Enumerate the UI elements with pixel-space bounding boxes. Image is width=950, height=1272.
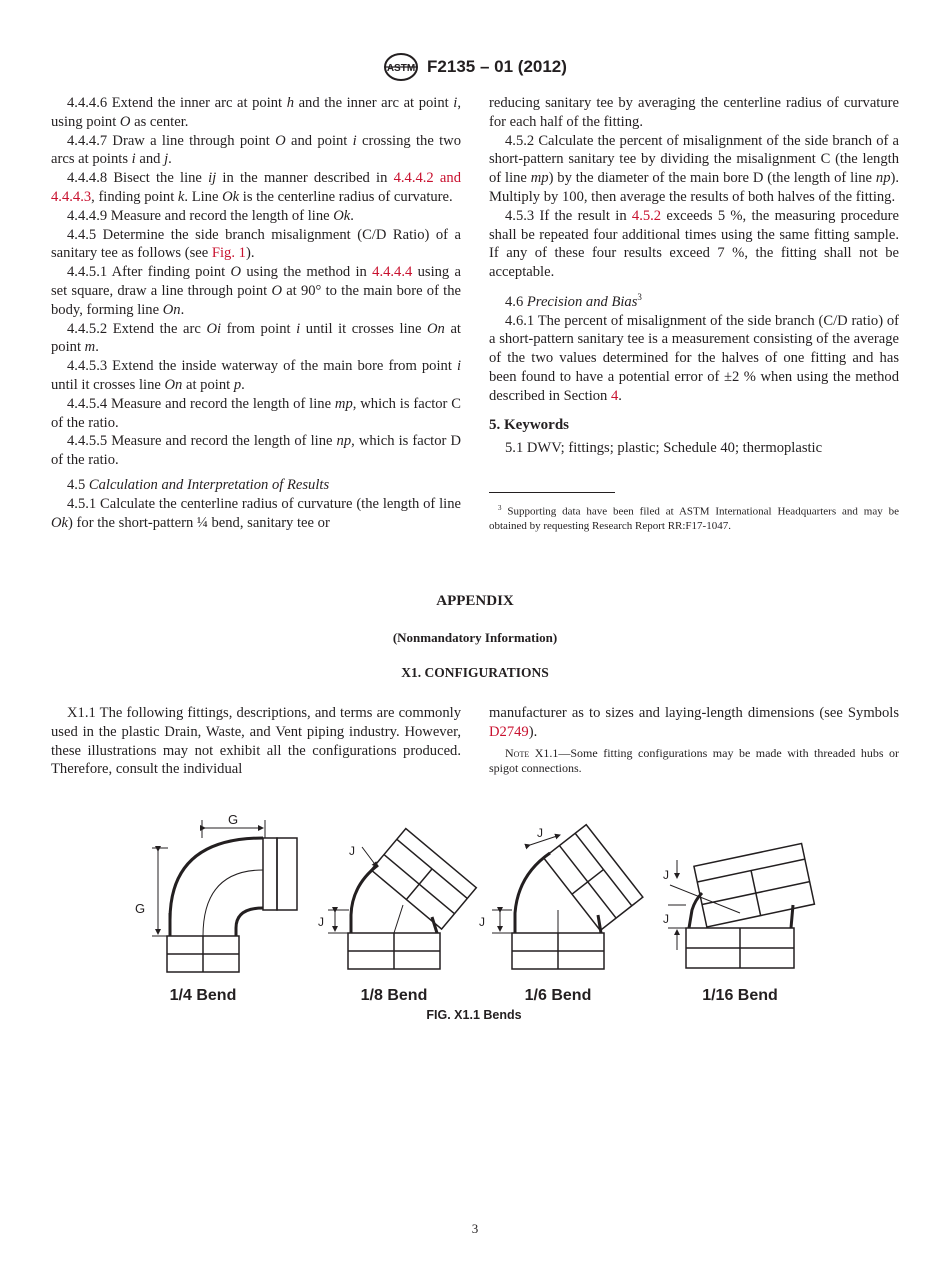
- para-4-4-4-6: 4.4.4.6 Extend the inner arc at point h and the inner arc at point i, using point O as center.: [51, 95, 461, 130]
- left-column: [51, 94, 461, 532]
- keywords-text: 5.1 DWV; fittings; plastic; Schedule 40; thermoplastic: [505, 440, 823, 457]
- figure-link[interactable]: Fig. 1: [211, 245, 246, 262]
- sixteenth-bend-drawing: [668, 843, 814, 968]
- appendix-title: APPENDIX: [436, 593, 514, 609]
- sixth-bend-drawing: [492, 825, 643, 969]
- note-x1-1: Note X1.1—Some fitting configurations may be made with threaded hubs or spigot connections.: [489, 745, 899, 775]
- section-x1-heading: X1. CONFIGURATIONS: [401, 665, 549, 680]
- dimension-g-side: G: [134, 901, 146, 916]
- para-4-5-3: 4.5.3 If the result in 4.5.2 exceeds 5 %, the measuring procedure shall be repeated four additional times using the same fitting sample. If any of these four results exceed 7 %, the fitting shall not be acceptable.: [489, 207, 899, 281]
- document-number: F2135 – 01 (2012): [427, 57, 567, 76]
- para-4-5-1-cont: reducing sanitary tee by averaging the centerline radius of curvature for each half of the fitting.: [489, 95, 899, 130]
- appendix-subtitle: (Nonmandatory Information): [392, 630, 558, 645]
- section-link[interactable]: 4.5.2: [631, 207, 662, 224]
- para-4-4-5-1: 4.4.5.1 After finding point O using the method in 4.4.4.4 using a set square, draw a line through point O at 90° to the main bore of the body, forming line On.: [51, 264, 462, 318]
- dimension-j: J: [479, 915, 485, 929]
- x1-left-column: [51, 704, 461, 779]
- para-4-4-4-8: 4.4.4.8 Bisect the line ij in the manner described in 4.4.4.2 and 4.4.4.3, finding point k. Line Ok is the centerline radius of curvature.: [51, 170, 461, 205]
- para-4-4-5-4: 4.4.5.4 Measure and record the length of line mp, which is factor C of the ratio.: [51, 395, 461, 431]
- page-number: 3: [471, 1221, 479, 1236]
- label-eighth-bend: 1/8 Bend: [360, 987, 428, 1004]
- para-4-4-5-2: 4.4.5.2 Extend the arc Oi from point i until it crosses line On at point m.: [51, 320, 461, 356]
- footnote-divider: [489, 492, 615, 493]
- dimension-j: J: [663, 912, 669, 926]
- section-link[interactable]: 4: [611, 387, 619, 404]
- section-link[interactable]: 4.4.4.4: [372, 264, 413, 281]
- para-4-6-1: 4.6.1 The percent of misalignment of the side branch (C/D ratio) of a short-pattern sanitary tee is a measurement consisting of the average of the two values determined for the halves of one fitting and has been found to have a potential error of ±2 % when using the method described in Section 4.: [489, 312, 899, 404]
- para-x1-1: X1.1 The following fittings, descriptions, and terms are commonly used in the plastic Drain, Waste, and Vent piping industry. However, these illustrations may not exhibit all the configurations produced. Therefore, consult the individual: [51, 705, 461, 778]
- dimension-j: J: [318, 915, 324, 929]
- x1-right-column: [489, 704, 899, 776]
- keywords-heading: 5. Keywords: [489, 416, 569, 433]
- para-4-4-5-3: 4.4.5.3 Extend the inside waterway of the main bore from point i until it crosses line On at point p.: [51, 358, 461, 393]
- section-4-6-heading: 4.6 Precision and Bias$^3$: [505, 291, 642, 310]
- right-column: [489, 94, 899, 533]
- footnote: $^3$ Supporting data have been filed at ASTM International Headquarters and may be obtained by requesting Research Report RR:F17-1047.: [489, 504, 899, 532]
- bends-figure: [120, 805, 830, 1025]
- dimension-j: J: [349, 844, 355, 858]
- dimension-j: J: [663, 868, 669, 882]
- para-4-4-5-5: 4.4.5.5 Measure and record the length of line np, which is factor D of the ratio.: [51, 433, 461, 469]
- standard-link[interactable]: D2749: [489, 723, 529, 740]
- para-4-5-2: 4.5.2 Calculate the percent of misalignment of the side branch of a short-pattern sanitary tee by dividing the misalignment C (the length of line mp) by the diameter of the main bore D (the length of line np). Multiply by 100, then average the results of both halves of the fitting.: [489, 132, 899, 205]
- section-link[interactable]: 4.4.4.2 and 4.4.4.3: [51, 170, 461, 205]
- label-sixth-bend: 1/6 Bend: [524, 987, 592, 1004]
- para-4-4-4-9: 4.4.4.9 Measure and record the length of line Ok.: [67, 207, 354, 224]
- para-4-4-5: 4.4.5 Determine the side branch misalignment (C/D Ratio) of a sanitary tee as follows (see Fig. 1).: [51, 226, 461, 262]
- section-4-5-heading: 4.5 Calculation and Interpretation of Results: [67, 476, 330, 493]
- astm-logo: [383, 52, 419, 82]
- label-quarter-bend: 1/4 Bend: [169, 987, 237, 1004]
- label-sixteenth-bend: 1/16 Bend: [702, 987, 778, 1004]
- dimension-j: J: [537, 826, 543, 840]
- para-x1-1-cont: manufacturer as to sizes and laying-length dimensions (see Symbols D2749).: [489, 705, 899, 740]
- svg-text:ASTM: ASTM: [386, 63, 416, 74]
- quarter-bend-drawing: [152, 820, 297, 972]
- figure-caption: FIG. X1.1 Bends: [426, 1008, 522, 1022]
- page-header: [0, 52, 950, 87]
- dimension-g-top: G: [227, 812, 239, 827]
- para-4-5-1: 4.5.1 Calculate the centerline radius of curvature (the length of line Ok) for the short-pattern ¼ bend, sanitary tee or: [51, 495, 461, 531]
- para-4-4-4-7: 4.4.4.7 Draw a line through point O and point i crossing the two arcs at points i and j.: [51, 132, 461, 168]
